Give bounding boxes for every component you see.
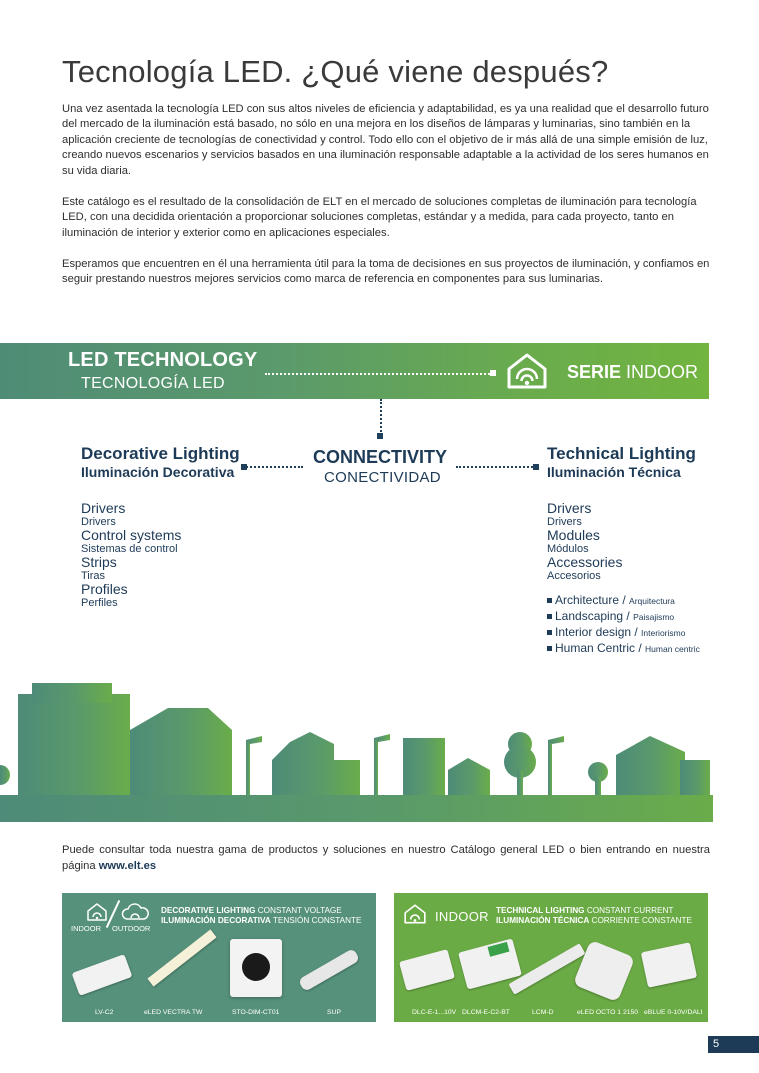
application-en: Architecture /	[555, 593, 630, 607]
item-en: Control systems	[81, 527, 182, 543]
banner-title: LED TECHNOLOGY	[68, 349, 258, 371]
box-line2-bold: ILUMINACIÓN TÉCNICA	[496, 916, 590, 925]
box-line1-rest: CONSTANT VOLTAGE	[255, 906, 342, 915]
bullet-square-icon	[547, 646, 552, 651]
decorative-items	[81, 501, 281, 609]
application-es: Interiorismo	[641, 628, 686, 638]
item-en: Drivers	[81, 500, 126, 516]
caption-dlcm-e: DLCM-E-C2-BT	[462, 1009, 510, 1016]
connectivity-title: CONNECTIVITY	[313, 447, 448, 467]
item-es: Módulos	[547, 543, 589, 555]
serie-rest: INDOOR	[621, 362, 699, 382]
catalog-text: Puede consultar toda nuestra gama de productos y soluciones en nuestro Catálogo general LED o bien entrando en nuestra página	[62, 844, 710, 872]
list-item	[547, 501, 747, 528]
application-item	[547, 641, 747, 657]
technical-items	[547, 501, 747, 582]
indoor-label: INDOOR	[435, 909, 489, 924]
caption-lv-c2: LV-C2	[95, 1009, 114, 1016]
banner-dotted-line-end	[490, 370, 496, 376]
caption-eled-octo: eLED OCTO 1 2150	[577, 1009, 639, 1016]
right-connector-end	[533, 464, 539, 470]
list-item	[547, 555, 747, 582]
item-en: Accessories	[547, 554, 623, 570]
product-eled-vectra-image	[147, 929, 216, 986]
item-es: Drivers	[81, 516, 116, 528]
box-line2-rest: TENSIÓN CONSTANTE	[270, 916, 362, 925]
technical-box-line1	[496, 906, 673, 916]
caption-eblue: eBLUE 0-10V/DALI	[644, 1009, 703, 1016]
technical-lighting-subtitle: Iluminación Técnica	[547, 464, 681, 480]
application-en: Interior design /	[555, 625, 642, 639]
caption-sto-dim: STO-DIM-CT01	[232, 1009, 280, 1016]
item-en: Modules	[547, 527, 600, 543]
page-title: Tecnología LED. ¿Qué viene después?	[62, 54, 609, 89]
applications-list	[547, 593, 747, 657]
product-sup-image	[298, 948, 360, 992]
item-es: Perfiles	[81, 597, 118, 609]
application-en: Landscaping /	[555, 609, 634, 623]
product-eblue-image	[641, 942, 697, 988]
intro-paragraph-3: Esperamos que encuentren en él una herramienta útil para la toma de decisiones en sus proyectos de iluminación, y confiamos en seguir prestando nuestros mejores servicios como marca de referencia en componentes para sus luminarias.	[62, 258, 710, 286]
product-dlc-e-image	[399, 949, 455, 991]
website-link[interactable]: www.elt.es	[98, 860, 157, 872]
serie-bold: SERIE	[567, 362, 622, 382]
cloud-outdoor-icon	[120, 902, 150, 922]
right-connector	[456, 466, 536, 468]
caption-lcm-d: LCM-D	[532, 1009, 554, 1016]
list-item	[547, 528, 747, 555]
box-line1-bold: TECHNICAL LIGHTING	[496, 906, 585, 915]
caption-sup: SUP	[327, 1009, 341, 1016]
left-connector-end	[241, 464, 247, 470]
city-skyline-illustration	[0, 680, 713, 822]
banner-dotted-line	[265, 373, 493, 375]
application-item	[547, 609, 747, 625]
serie-indoor-label	[567, 362, 698, 383]
green-connector	[488, 942, 510, 957]
intro-paragraph-1: Una vez asentada la tecnología LED con sus altos niveles de eficiencia y adaptabilidad, es ya una realidad que el desarrollo futuro del mercado de la iluminación está basado, no sólo en una mejora en los diseños de lámparas y luminarias, sino también en la aplicación creciente de tecnologías de conectividad y control. Todo ello con el objetivo de ir más allá de una simple emisión de luz, creando nuevos escenarios y servicios basados en una iluminación responsable adaptable a la actividad de los seres humanos en su vida diaria.	[62, 103, 709, 177]
list-item	[81, 555, 281, 582]
house-wifi-icon	[403, 903, 427, 925]
box-line2-rest: CORRIENTE CONSTANTE	[589, 916, 692, 925]
product-lv-c2-image	[72, 954, 133, 996]
application-item	[547, 625, 747, 641]
connectivity-subtitle: CONECTIVIDAD	[324, 469, 441, 486]
bullet-square-icon	[547, 630, 552, 635]
decorative-products-box	[62, 893, 376, 1022]
list-item	[81, 501, 281, 528]
box-line2-bold: ILUMINACIÓN DECORATIVA	[161, 916, 271, 925]
application-item	[547, 593, 747, 609]
decorative-lighting-title: Decorative Lighting	[81, 444, 240, 463]
application-en: Human Centric /	[555, 641, 646, 655]
bullet-square-icon	[547, 598, 552, 603]
item-es: Accesorios	[547, 570, 601, 582]
technical-products-box	[394, 893, 708, 1022]
item-es: Drivers	[547, 516, 582, 528]
item-en: Strips	[81, 554, 117, 570]
dimmer-dial-icon	[242, 953, 270, 981]
outdoor-label: OUTDOOR	[112, 924, 151, 933]
technical-box-line2	[496, 916, 692, 926]
vertical-connector	[380, 399, 382, 435]
decorative-box-line1	[161, 906, 342, 916]
list-item	[81, 528, 281, 555]
list-item	[81, 582, 281, 609]
application-es: Human centric	[645, 644, 700, 654]
banner-subtitle: TECNOLOGÍA LED	[81, 375, 225, 392]
product-sto-dim-image	[230, 939, 282, 997]
application-es: Arquitectura	[629, 596, 675, 606]
item-en: Drivers	[547, 500, 592, 516]
box-line1-rest: CONSTANT CURRENT	[584, 906, 674, 915]
caption-eled-vectra: eLED VECTRA TW	[144, 1009, 203, 1016]
intro-paragraph-2: Este catálogo es el resultado de la consolidación de ELT en el mercado de soluciones completas de iluminación para tecnología LED, con una decidida orientación a proporcionar soluciones completas, estándar y a medida, para cada proyecto, tanto en iluminación de interior y exterior como en aplicaciones especiales.	[62, 196, 697, 239]
decorative-lighting-subtitle: Iluminación Decorativa	[81, 464, 235, 480]
item-es: Sistemas de control	[81, 543, 178, 555]
item-en: Profiles	[81, 581, 128, 597]
box-line1-bold: DECORATIVE LIGHTING	[161, 906, 256, 915]
bullet-square-icon	[547, 614, 552, 619]
house-wifi-icon	[505, 351, 549, 391]
indoor-label: INDOOR	[71, 924, 101, 933]
left-connector	[243, 466, 303, 468]
page-number: 5	[708, 1036, 759, 1053]
vertical-connector-end	[377, 433, 383, 439]
item-es: Tiras	[81, 570, 106, 582]
application-es: Paisajismo	[633, 612, 675, 622]
house-wifi-icon	[86, 902, 108, 922]
technical-lighting-title: Technical Lighting	[547, 444, 696, 463]
catalog-paragraph	[62, 842, 710, 874]
decorative-box-line2	[161, 916, 361, 926]
caption-dlc-e: DLC-E-1...10V	[412, 1009, 457, 1016]
